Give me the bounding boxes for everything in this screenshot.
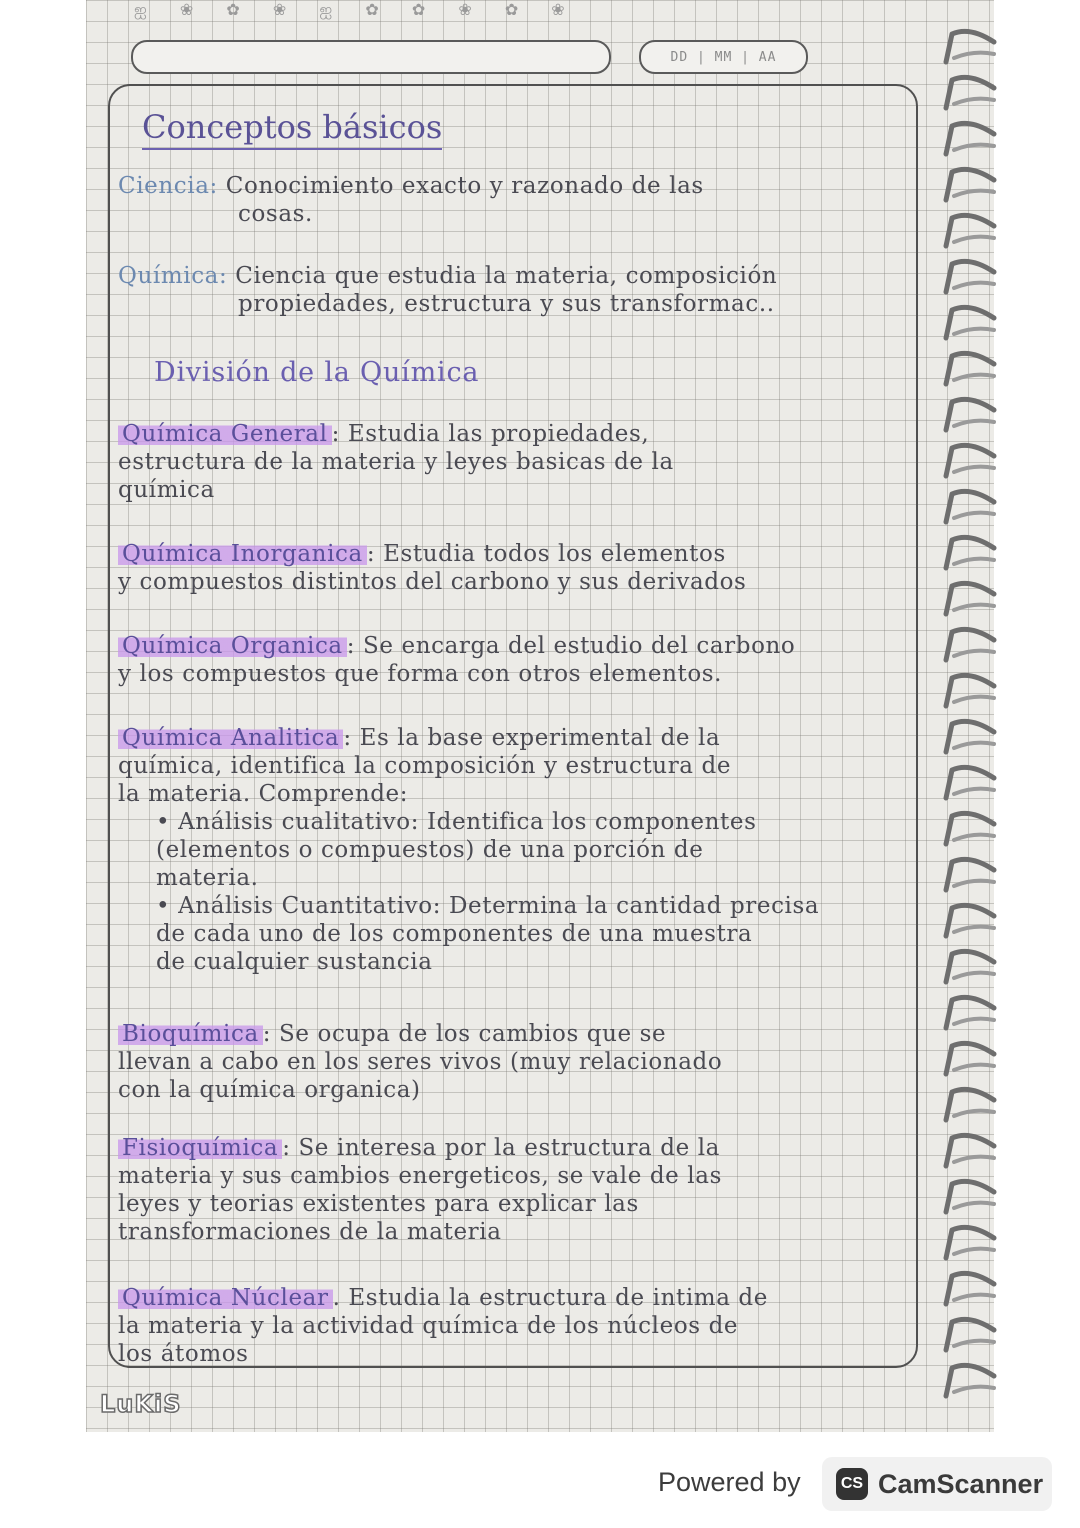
spiral-ring [940,488,998,528]
camscanner-logo-icon: CS [836,1468,868,1500]
section-quimica-general [118,420,908,504]
page-title: Conceptos básicos [142,108,442,150]
term-quimica-nuclear: Química Núclear [118,1285,333,1311]
spiral-ring [940,580,998,620]
spiral-ring [940,1132,998,1172]
notebook-page [86,0,994,1432]
spiral-ring [940,350,998,390]
list-item-cualitativo-2: (elementos o compuestos) de una porción de [156,837,704,863]
term-ciencia: Ciencia: [118,173,218,199]
inorganica-line-2: y compuestos distintos del carbono y sus derivados [118,569,747,595]
fisioquimica-line-3: leyes y teorias existentes para explicar las [118,1191,639,1217]
general-line-1: : Estudia las propiedades, [331,421,650,447]
section-quimica-nuclear [118,1284,908,1368]
spiral-ring [940,672,998,712]
term-quimica-inorganica: Química Inorganica [118,541,367,567]
list-item-cualitativo-1: • Análisis cualitativo: Identifica los componentes [156,809,757,835]
spiral-ring [940,856,998,896]
camscanner-badge[interactable] [822,1457,1052,1511]
organica-line-1: : Se encarga del estudio del carbono [346,633,796,659]
spiral-ring [940,1316,998,1356]
list-item-cuantitativo-3: de cualquier sustancia [156,949,433,975]
section-quimica-organica [118,632,908,688]
term-fisioquimica: Fisioquímica [118,1135,282,1161]
nuclear-line-3: los átomos [118,1341,249,1367]
lukis-watermark-logo: LuKiS [100,1390,182,1418]
list-item-cuantitativo-2: de cada uno de los componentes de una muestra [156,921,753,947]
spiral-ring [940,442,998,482]
spiral-ring [940,534,998,574]
analitica-line-2: química, identifica la composición y estructura de [118,753,732,779]
camscanner-brand-label: CamScanner [878,1468,1044,1499]
spiral-ring [940,258,998,298]
spiral-ring [940,810,998,850]
ciencia-line-1: Conocimiento exacto y razonado de las [217,173,704,199]
title-field-box [131,40,611,74]
division-heading: División de la Química [154,357,480,388]
spiral-ring [940,1270,998,1310]
list-item-cualitativo-3: materia. [156,865,259,891]
spiral-binding [940,28,1000,1398]
section-quimica-analitica [118,724,908,976]
fisioquimica-line-2: materia y sus cambios energeticos, se vale de las [118,1163,722,1189]
powered-by-label: Powered by [658,1467,801,1497]
term-quimica-organica: Química Organica [118,633,347,659]
bioquimica-line-2: llevan a cabo en los seres vivos (muy relacionado [118,1049,723,1075]
spiral-ring [940,28,998,68]
term-quimica-analitica: Química Analitica [118,725,343,751]
section-bioquimica [118,1020,908,1104]
spiral-ring [940,304,998,344]
quimica-line-1: Ciencia que estudia la materia, composición [227,263,778,289]
spiral-ring [940,396,998,436]
organica-line-2: y los compuestos que forma con otros elementos. [118,661,723,687]
nuclear-line-1: . Estudia la estructura de intima de [332,1285,768,1311]
spiral-ring [940,764,998,804]
term-bioquimica: Bioquímica [118,1021,263,1047]
general-line-2: estructura de la materia y leyes basicas de la [118,449,674,475]
spiral-ring [940,718,998,758]
definition-quimica [118,262,908,318]
inorganica-line-1: : Estudia todos los elementos [366,541,726,567]
spiral-ring [940,1224,998,1264]
analitica-line-3: la materia. Comprende: [118,781,409,807]
general-line-3: química [118,477,215,503]
spiral-ring [940,1362,998,1402]
term-quimica-general: Química General [118,421,332,447]
spiral-ring [940,212,998,252]
section-fisioquimica [118,1134,908,1246]
fisioquimica-line-4: transformaciones de la materia [118,1219,502,1245]
spiral-ring [940,74,998,114]
nuclear-line-2: la materia y la actividad química de los núcleos de [118,1313,739,1339]
spiral-ring [940,120,998,160]
spiral-ring [940,902,998,942]
analitica-line-1: : Es la base experimental de la [343,725,721,751]
quimica-line-2: propiedades, estructura y sus transformac.. [238,291,775,317]
spiral-ring [940,1040,998,1080]
spiral-ring [940,1178,998,1218]
ciencia-line-2: cosas. [238,201,313,227]
spiral-ring [940,166,998,206]
spiral-ring [940,948,998,988]
header-doodles: ஐ ❀ ✿ ❀ ஐ ✿ ✿ ❀ ✿ ❀ [134,0,579,19]
date-field-box: DD | MM | AA [639,40,808,74]
fisioquimica-line-1: : Se interesa por la estructura de la [282,1135,720,1161]
list-item-cuantitativo-1: • Análisis Cuantitativo: Determina la cantidad precisa [156,893,820,919]
section-quimica-inorganica [118,540,908,596]
bioquimica-line-1: : Se ocupa de los cambios que se [262,1021,667,1047]
spiral-ring [940,626,998,666]
spiral-ring [940,994,998,1034]
definition-ciencia [118,172,908,228]
bioquimica-line-3: con la química organica) [118,1077,421,1103]
spiral-ring [940,1086,998,1126]
term-quimica: Química: [118,263,228,289]
